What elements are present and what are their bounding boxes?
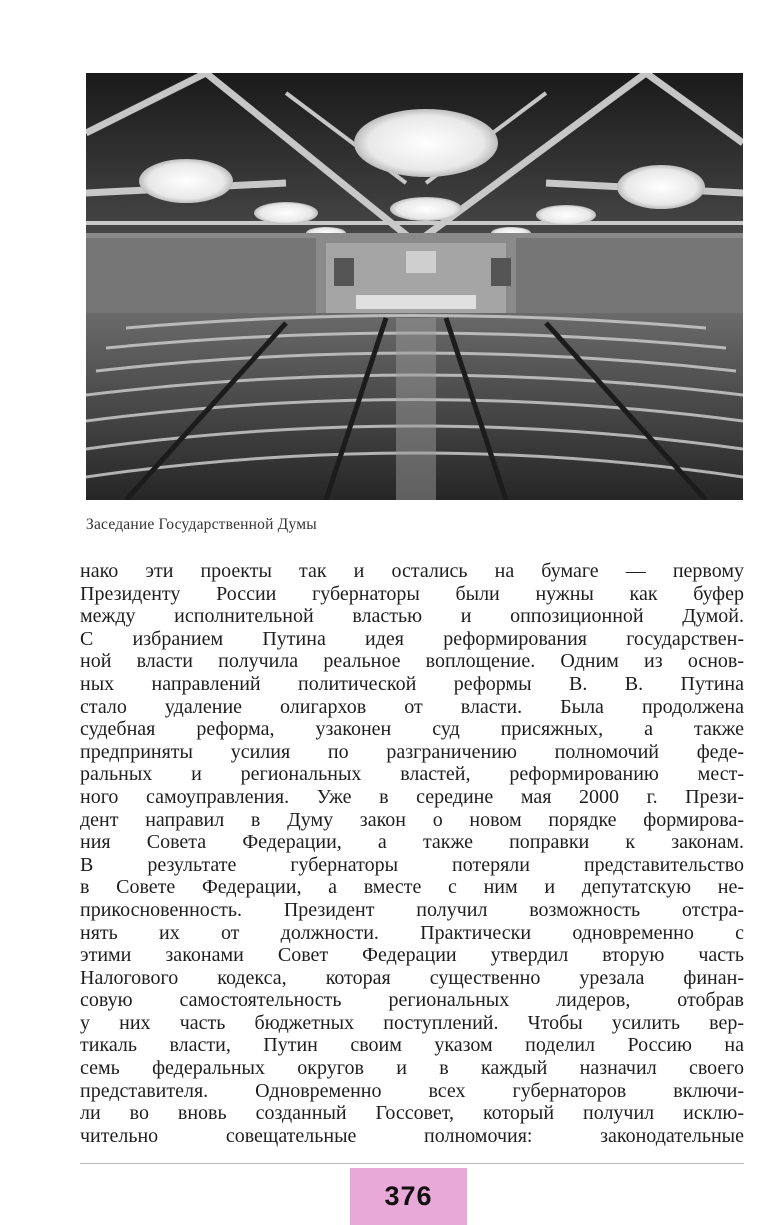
text-line: стало удаление олигархов от власти. Была продолжена	[80, 695, 744, 718]
text-line: тикаль власти, Путин своим указом поделил Россию на	[80, 1034, 744, 1057]
body-text	[80, 560, 744, 1147]
duma-hall-illustration	[86, 73, 743, 500]
text-line: чительно совещательные полномочия: законодательные	[80, 1124, 744, 1147]
text-line: между исполнительной властью и оппозиционной Думой.	[80, 605, 744, 628]
text-line: дент направил в Думу закон о новом порядке формирова-	[80, 808, 744, 831]
text-line: совую самостоятельность региональных лидеров, отобрав	[80, 989, 744, 1012]
page-number: 376	[384, 1181, 433, 1211]
photo-caption: Заседание Государственной Думы	[86, 516, 317, 533]
text-line: судебная реформа, узаконен суд присяжных, а также	[80, 718, 744, 741]
duma-session-photo	[86, 73, 743, 500]
footer-divider	[80, 1163, 744, 1164]
text-line: Президенту России губернаторы были нужны как буфер	[80, 582, 744, 605]
text-line: в Совете Федерации, а вместе с ним и депутатскую не-	[80, 876, 744, 899]
text-line: нять их от должности. Практически одновременно с	[80, 921, 744, 944]
text-line: ния Совета Федерации, а также поправки к законам.	[80, 831, 744, 854]
text-line: прикосновенность. Президент получил возможность отстра-	[80, 898, 744, 921]
text-line: семь федеральных округов и в каждый назначил своего	[80, 1057, 744, 1080]
text-line: В результате губернаторы потеряли представительство	[80, 853, 744, 876]
text-line: ральных и региональных властей, реформированию мест-	[80, 763, 744, 786]
text-line: ли во вновь созданный Госсовет, который получил исклю-	[80, 1102, 744, 1125]
text-line: ного самоуправления. Уже в середине мая 2000 г. Прези-	[80, 785, 744, 808]
text-line: Налогового кодекса, которая существенно урезала финан-	[80, 966, 744, 989]
text-line: нако эти проекты так и остались на бумаге — первому	[80, 560, 744, 582]
text-line: предприняты усилия по разграничению полномочий феде-	[80, 740, 744, 763]
page-number-badge	[350, 1168, 467, 1225]
text-line: ных направлений политической реформы В. В. Путина	[80, 672, 744, 695]
text-line: ной власти получила реальное воплощение. Одним из основ-	[80, 650, 744, 673]
text-line: этими законами Совет Федерации утвердил вторую часть	[80, 944, 744, 967]
text-line: у них часть бюджетных поступлений. Чтобы усилить вер-	[80, 1011, 744, 1034]
text-line: представителя. Одновременно всех губернаторов включи-	[80, 1079, 744, 1102]
text-line: С избранием Путина идея реформирования государствен-	[80, 627, 744, 650]
